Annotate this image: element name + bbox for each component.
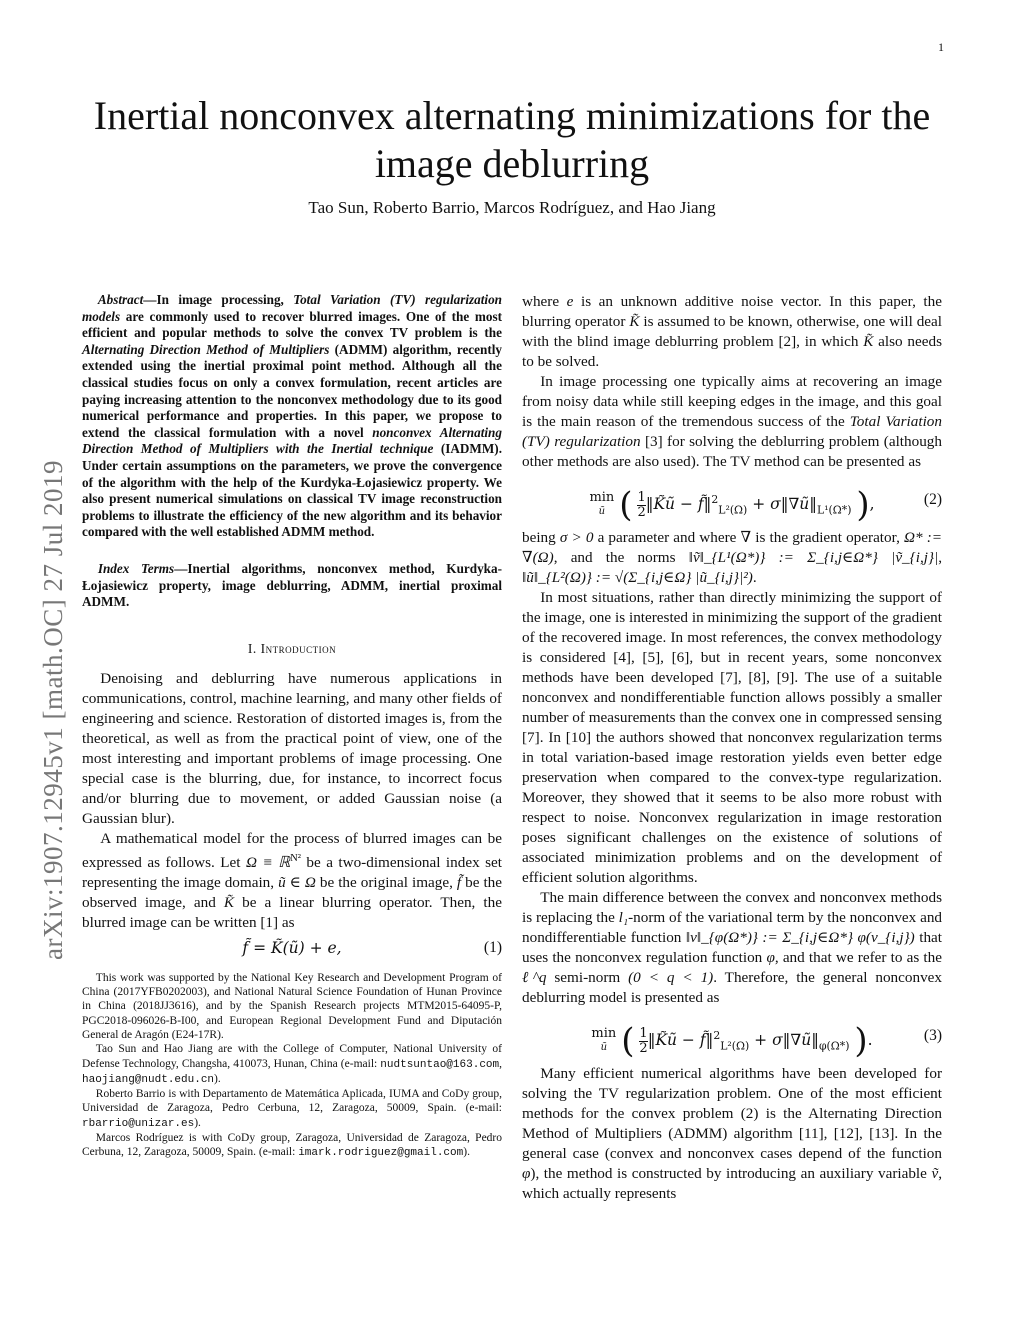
footnote-affiliation: Tao Sun and Hao Jiang are with the College of Computer, National University of Defense Technology, Changsha, 410073, Hunan, China (e-mail: nudtsuntao@163.com, haojiang@nudt.edu.cn). bbox=[82, 1043, 502, 1086]
page-number: 1 bbox=[938, 40, 944, 54]
abstract: Abstract—In image processing, Total Variation (TV) regularization models are commonly used to recover blurred images. One of the most efficient and popular methods to solve the convex TV problem is the Alternating Direction Method of Multipliers (ADMM) algorithm, recently extended using the inertial proximal point method. Although all the classical studies focus on only a convex formulation, recent articles are paying increasing attention to the nonconvex methodology due to its good numerical performance and properties. In this paper, we propose to extend the classical formulation with a novel nonconvex Alternating Direction Method of Multipliers with the Inertial technique (IADMM). Under certain assumptions on the parameters, we prove the convergence of the algorithm with the help of the Kurdyka-Łojasiewicz property. We also present numerical simulations on classical TV image reconstruction problems to illustrate the efficiency of the new algorithm and its behavior compared with the well established ADMM method. bbox=[82, 292, 502, 540]
index-terms-label: Index Terms bbox=[97, 560, 175, 576]
equation-number: (1) bbox=[483, 938, 502, 956]
email-link[interactable]: rbarrio@unizar.es bbox=[82, 1117, 195, 1130]
footnote-affiliation: Marcos Rodríguez is with CoDy group, Zaragoza, Universidad de Zaragoza, Pedro Cerbuna, 12, Zaragoza, 50009, Spain. (e-mail: imark.rodriguez@gmail.com). bbox=[82, 1132, 502, 1160]
equation-2: min ũ ( $\frac{1}{2}$ ‖K̃ũ − f̃‖$^2_{L^2(\Omega)}$ + $\sigma‖\nabla ũ‖_{L^1(\Omega*)}$ ), (2) bbox=[522, 478, 942, 522]
arxiv-stamp: arXiv:1907.12945v1 [math.OC] 27 Jul 2019 bbox=[38, 460, 68, 960]
email-link[interactable]: imark.rodriguez@gmail.com bbox=[298, 1147, 464, 1160]
section-heading-introduction: I. Introduction bbox=[247, 640, 337, 656]
paragraph: In most situations, rather than directly minimizing the support of the image, one is interested in minimizing the support of the gradient of the recovered image. In most references, the convex methodology is considered [4], [5], [6], but in recent years, some nonconvex methods have been developed [7], [8], [9]. The use of a suitable nonconvex and nondifferentiable function allows possibly a smaller number of measurements than the convex one in compressed sensing [7]. In [10] the authors showed that nonconvex regularization terms in total variation-based image restoration yields even better edge preservation when compared to the convex-type regularization. Moreover, they showed that it seems to be also more robust with respect to noise. Nonconvex regularization in image restoration poses significant challenges on the existence of solutions of associated minimization problems and on the development of efficient solution algorithms. bbox=[522, 589, 942, 886]
index-terms: Index Terms—Inertial algorithms, nonconvex method, Kurdyka-Łojasiewicz property, image deblurring, ADMM, inertial proximal ADMM. bbox=[82, 560, 503, 610]
paragraph: Many efficient numerical algorithms have been developed for solving the TV regularization problem. One of the most efficient methods for the convex problem (2) is the Alternating Direction Method of Multipliers (ADMM) algorithm [11], [12], [13]. In the general case (convex and nonconvex cases depend of the function φ), the method is constructed by introducing an auxiliary variable ṽ, which actually represents bbox=[522, 1065, 942, 1202]
email-link[interactable]: nudtsuntao@163.com bbox=[380, 1058, 500, 1071]
equation-number: (2) bbox=[923, 491, 942, 508]
author-list: Tao Sun, Roberto Barrio, Marcos Rodríguez, and Hao Jiang bbox=[308, 198, 716, 217]
footnotes bbox=[82, 971, 502, 1161]
right-column bbox=[522, 292, 942, 1204]
paragraph: Denoising and deblurring have numerous applications in communications, control, machine learning, and many other fields of engineering and science. Restoration of distorted images is, from the theoretical, as well as from the practical point of view, one of the most interesting and important problems of image processing. One special case is the blurring, due, for instance, to incorrect focus and/or blurring due to movement, or added Gaussian noise (a Gaussian blur). bbox=[82, 669, 502, 827]
footnote-affiliation: Roberto Barrio is with Departamento de Matemática Aplicada, IUMA and CoDy group, Universidad de Zaragoza, Pedro Cerbuna, 12, Zaragoza, 50009, Spain. (e-mail: rbarrio@unizar.es). bbox=[82, 1088, 502, 1130]
paragraph: The main difference between the convex and nonconvex methods is replacing the l₁-norm of the variational term by the nonconvex and nondifferentiable function ‖v‖_{φ(Ω*)} := Σ_{i,j∈Ω*} φ(v_{i,j}) that uses the nonconvex regulation function φ, and that we refer to as the ℓ^q semi-norm (0 < q < 1). Therefore, the general nonconvex deblurring model is presented as bbox=[522, 889, 943, 1006]
paragraph: being σ > 0 a parameter and where ∇ is the gradient operator, Ω* := ∇(Ω), and the norms ‖ṽ‖_{L¹(Ω*)} := Σ_{i,j∈Ω*} |ṽ_{i,j}|, ‖ũ‖_{L²(Ω)} := √(Σ_{i,j∈Ω} |ũ_{i,j}|²). bbox=[522, 529, 943, 586]
paragraph: A mathematical model for the process of blurred images can be expressed as follows. Let Ω ≡ ℝ$^{N^2}$ be a two-dimensional index set representing the image domain, ũ ∈ Ω be the original image, f̃ be the observed image, and K̃ be a linear blurring operator. Then, the blurred image can be written [1] as bbox=[82, 829, 503, 931]
email-link[interactable]: haojiang@nudt.edu.cn bbox=[82, 1073, 215, 1086]
equation-number: (3) bbox=[923, 1027, 942, 1044]
paper-title: Inertial nonconvex alternating minimizations for the image deblurring bbox=[93, 93, 931, 186]
paragraph: where e is an unknown additive noise vector. In this paper, the blurring operator K̃ is assumed to be known, otherwise, one will deal with the blind image deblurring problem [2], in which K̃ also needs to be solved. bbox=[522, 293, 943, 370]
paragraph: In image processing one typically aims at recovering an image from noisy data while still keeping edges in the image, and this goal is the main reason of the tremendous success of the Total Variation (TV) regularization [3] for solving the deblurring problem (although other methods are also used). The TV method can be presented as bbox=[522, 373, 942, 470]
footnote-funding: This work was supported by the National Key Research and Development Program of China (2017YFB0202003), and National Natural Science Foundation of Hunan Province in China (2018JJ3616), and by the Spanish Research projects MTM2015-64095-P, PGC2018-096026-B-I00, and European Regional Development Fund and Diputación General de Aragón (E24-17R). bbox=[82, 971, 502, 1041]
left-column bbox=[82, 292, 502, 1161]
equation-1: f̃ = K̃(ũ) + e, (1) bbox=[242, 938, 502, 957]
equation-3: min ũ ( $\frac{1}{2}$ ‖K̃ũ − f̃‖$^2_{L^2(\Omega)}$ + $\sigma‖\nabla ũ‖_{\varphi(\Omega*)}$ ). (3) bbox=[522, 1014, 942, 1058]
abstract-label: Abstract bbox=[97, 292, 144, 307]
